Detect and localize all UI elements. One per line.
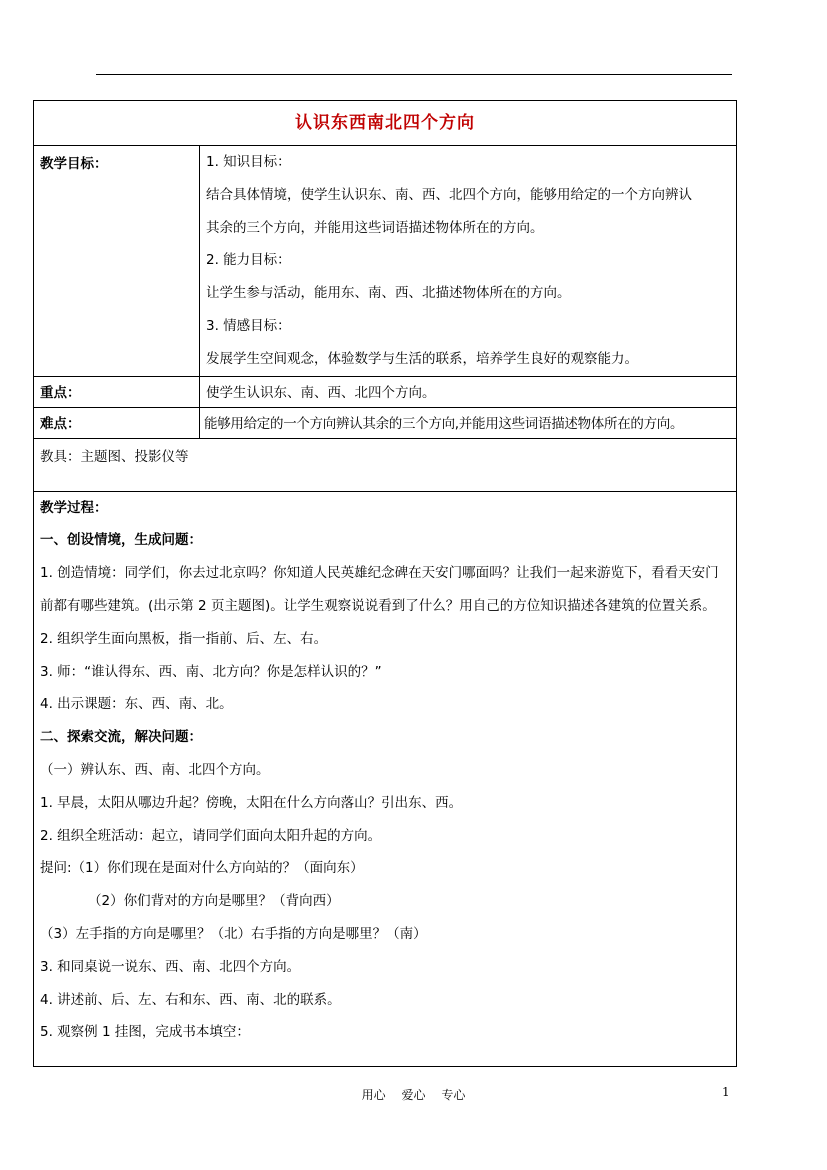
key-point-text: 使学生认识东、南、西、北四个方向。 — [206, 384, 436, 401]
difficulty-label: 难点： — [34, 407, 200, 438]
key-point-label: 重点： — [34, 376, 200, 407]
difficulty-text: 能够用给定的一个方向辨认其余的三个方向,并能用这些词语描述物体所在的方向。 — [204, 415, 684, 432]
process-paragraph: 3. 和同桌说一说东、西、南、北四个方向。 — [40, 958, 301, 975]
tools-text: 教具：主题图、投影仪等 — [40, 448, 189, 465]
goal-line: 结合具体情境，使学生认识东、南、西、北四个方向，能够用给定的一个方向辨认 — [206, 186, 692, 203]
lesson-plan-table — [33, 100, 737, 1067]
process-paragraph: 5. 观察例 1 挂图，完成书本填空： — [40, 1024, 250, 1041]
footer-text: 爱心 — [401, 1088, 426, 1102]
goal-line: 3. 情感目标： — [206, 317, 291, 334]
goal-line: 1. 知识目标： — [206, 154, 291, 170]
page-number: 1 — [722, 1085, 730, 1099]
goal-line: 2. 能力目标： — [206, 252, 291, 269]
process-paragraph: （一）辨认东、西、南、北四个方向。 — [40, 761, 270, 778]
page-footer — [0, 1086, 827, 1103]
footer-text: 专心 — [441, 1088, 466, 1102]
process-paragraph: 提问:（1）你们现在是面对什么方向站的？（面向东） — [40, 860, 364, 877]
goals-label: 教学目标： — [34, 146, 200, 377]
tools-cell — [34, 438, 737, 491]
process-paragraph: 4. 出示课题：东、西、南、北。 — [40, 696, 233, 713]
footer-text: 用心 — [361, 1088, 386, 1102]
process-paragraph: 2. 组织学生面向黑板，指一指前、后、左、右。 — [40, 630, 328, 647]
process-cell — [34, 491, 737, 1066]
difficulty-content — [200, 407, 737, 438]
goal-line: 其余的三个方向，并能用这些词语描述物体所在的方向。 — [206, 219, 544, 236]
process-paragraph: （2）你们背对的方向是哪里？（背向西） — [88, 893, 340, 910]
process-paragraph: 2. 组织全班活动：起立，请同学们面向太阳升起的方向。 — [40, 827, 382, 844]
header-rule — [96, 74, 732, 75]
section-heading: 二、探索交流，解决问题： — [40, 729, 202, 746]
process-paragraph: 4. 讲述前、后、左、右和东、西、南、北的联系。 — [40, 991, 341, 1008]
goals-content — [200, 146, 737, 377]
process-paragraph: 1. 早晨，太阳从哪边升起？傍晚，太阳在什么方向落山？引出东、西。 — [40, 794, 463, 811]
title-cell — [34, 101, 737, 146]
process-paragraph: 1. 创造情境：同学们，你去过北京吗？你知道人民英雄纪念碑在天安门哪面吗？让我们一起来游览下，看看天安门前都有哪些建筑。(出示第 2 页主题图)。让学生观察说说看到了什么？用自己的方位知识描述各建筑的位置关系。 — [40, 565, 719, 614]
goal-line: 发展学生空间观念，体验数学与生活的联系，培养学生良好的观察能力。 — [206, 350, 638, 367]
process-paragraph: （3）左手指的方向是哪里？（北）右手指的方向是哪里？（南） — [40, 925, 427, 942]
key-point-content — [200, 376, 737, 407]
process-paragraph: 3. 师：“谁认得东、西、南、北方向？你是怎样认识的？” — [40, 663, 382, 680]
lesson-title: 认识东西南北四个方向 — [295, 113, 475, 133]
process-heading: 教学过程： — [40, 499, 108, 516]
goal-line: 让学生参与活动，能用东、南、西、北描述物体所在的方向。 — [206, 285, 571, 302]
section-heading: 一、创设情境，生成问题： — [40, 532, 202, 549]
